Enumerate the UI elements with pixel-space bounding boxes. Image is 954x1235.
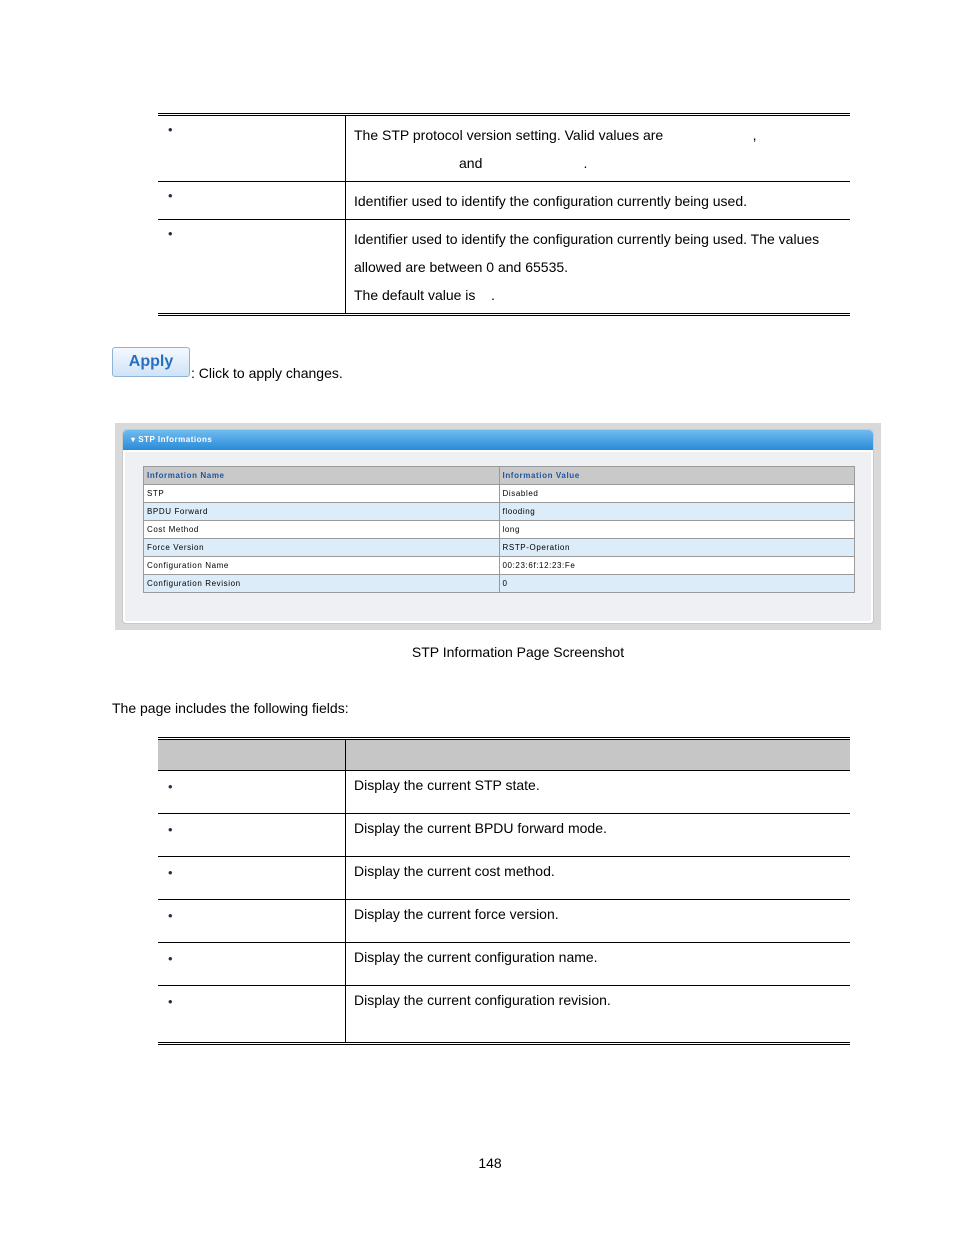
bullet: • <box>168 226 173 241</box>
panel-header <box>123 430 873 450</box>
parameter-table <box>158 113 850 316</box>
description-line: Identifier used to identify the configuration currently being used. <box>354 193 748 209</box>
description-line: Identifier used to identify the configuration currently being used. The values <box>354 231 820 247</box>
stp-information-screenshot <box>115 423 881 630</box>
table-row <box>144 503 855 521</box>
table-row <box>158 220 850 315</box>
table-row <box>158 857 850 900</box>
info-value: 0 <box>499 575 855 593</box>
apply-description: : Click to apply changes. <box>191 365 343 381</box>
table-row <box>158 943 850 986</box>
field-description: Display the current BPDU forward mode. <box>346 814 851 857</box>
fields-table <box>158 737 850 1045</box>
bullet: • <box>168 779 173 794</box>
info-name: STP <box>144 485 500 503</box>
table-row <box>144 575 855 593</box>
field-description: Display the current STP state. <box>346 771 851 814</box>
bullet: • <box>168 908 173 923</box>
panel-title: STP Informations <box>138 435 213 444</box>
column-header <box>346 739 851 771</box>
table-header-row <box>144 467 855 485</box>
bullet: • <box>168 994 173 1009</box>
description-line: The STP protocol version setting. Valid values are , <box>354 127 757 143</box>
field-description: Display the current cost method. <box>346 857 851 900</box>
bullet: • <box>168 188 173 203</box>
field-description: Display the current configuration name. <box>346 943 851 986</box>
description-line: The default value is . <box>354 287 495 303</box>
bullet: • <box>168 822 173 837</box>
info-value: Disabled <box>499 485 855 503</box>
info-value: long <box>499 521 855 539</box>
info-value: 00:23:6f:12:23:Fe <box>499 557 855 575</box>
figure-caption: STP Information Page Screenshot <box>411 644 625 660</box>
info-name: Cost Method <box>144 521 500 539</box>
intro-text: The page includes the following fields: <box>112 700 349 716</box>
table-row <box>144 539 855 557</box>
table-row <box>158 900 850 943</box>
apply-button[interactable]: Apply <box>112 347 190 377</box>
table-row <box>158 115 850 182</box>
table-row <box>158 814 850 857</box>
page-number: 148 <box>478 1155 502 1171</box>
column-header: Information Name <box>144 467 500 485</box>
table-row <box>158 771 850 814</box>
description-line: allowed are between 0 and 65535. <box>354 259 569 275</box>
column-header <box>158 739 346 771</box>
table-row <box>158 182 850 220</box>
triangle-down-icon: ▾ <box>131 435 139 444</box>
info-value: RSTP-Operation <box>499 539 855 557</box>
bullet: • <box>168 122 173 137</box>
table-row <box>144 557 855 575</box>
info-value: flooding <box>499 503 855 521</box>
bullet: • <box>168 951 173 966</box>
info-name: Configuration Revision <box>144 575 500 593</box>
stp-info-table <box>143 466 855 593</box>
table-header-row <box>158 739 850 771</box>
column-header: Information Value <box>499 467 855 485</box>
field-description: Display the current force version. <box>346 900 851 943</box>
field-description: Display the current configuration revision. <box>354 992 611 1008</box>
info-name: BPDU Forward <box>144 503 500 521</box>
table-row <box>144 485 855 503</box>
info-name: Force Version <box>144 539 500 557</box>
bullet: • <box>168 865 173 880</box>
description-line: and . <box>354 155 588 171</box>
info-name: Configuration Name <box>144 557 500 575</box>
table-row <box>158 986 850 1044</box>
table-row <box>144 521 855 539</box>
